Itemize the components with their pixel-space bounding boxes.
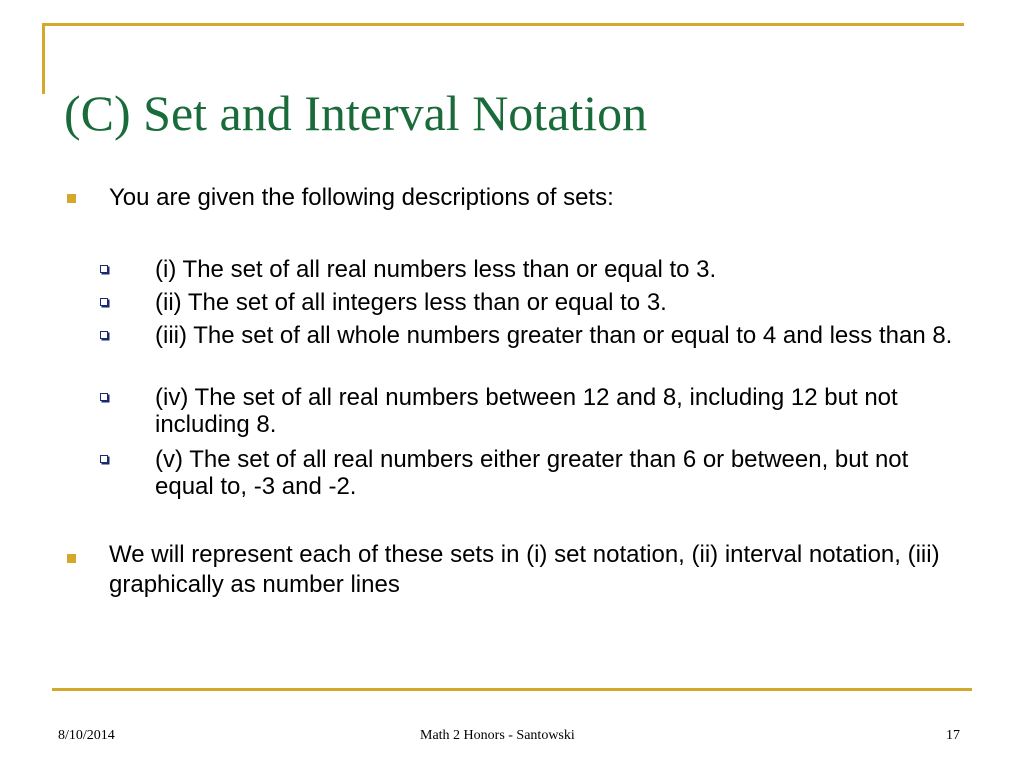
square-bullet-icon <box>67 554 76 563</box>
hollow-square-bullet-icon <box>100 298 108 306</box>
square-bullet-icon <box>67 194 76 203</box>
footer-page-number: 17 <box>946 728 960 743</box>
slide-title: (C) Set and Interval Notation <box>64 85 648 141</box>
hollow-square-bullet-icon <box>100 265 108 273</box>
footer-course: Math 2 Honors - Santowski <box>420 728 575 743</box>
hollow-square-bullet-icon <box>100 331 108 339</box>
frame-left-rule <box>42 23 45 94</box>
sub-bullet-text: (ii) The set of all integers less than or equal to 3. <box>155 289 667 316</box>
sub-bullet-text: (i) The set of all real numbers less than or equal to 3. <box>155 256 717 283</box>
hollow-square-bullet-icon <box>100 455 108 463</box>
hollow-square-bullet-icon <box>100 393 108 401</box>
frame-top-rule <box>42 23 964 26</box>
sub-bullet-text: (v) The set of all real numbers either greater than 6 or between, but not equal to, -3 and -2. <box>155 446 909 500</box>
footer-date: 8/10/2014 <box>58 728 115 743</box>
bullet-text: We will represent each of these sets in (i) set notation, (ii) interval notation, (iii) graphically as number lines <box>109 541 940 598</box>
bullet-text: You are given the following descriptions of sets: <box>109 184 614 211</box>
sub-bullet-text: (iii) The set of all whole numbers greater than or equal to 4 and less than 8. <box>155 322 953 349</box>
footer-rule <box>52 688 972 691</box>
sub-bullet-text: (iv) The set of all real numbers between 12 and 8, including 12 but not including 8. <box>155 384 898 438</box>
